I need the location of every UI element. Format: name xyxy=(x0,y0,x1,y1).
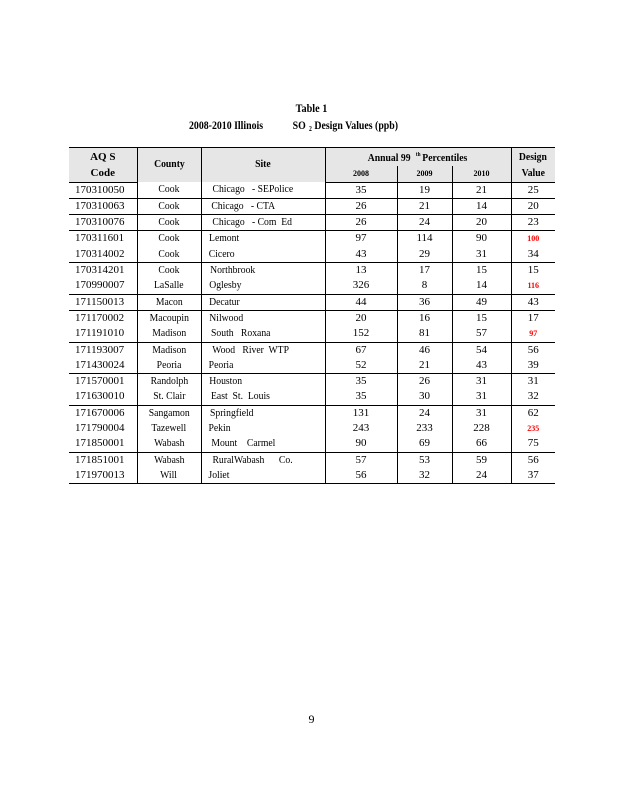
aqs-code-cell: 170314002 xyxy=(75,247,125,260)
value-2009-cell: 69 xyxy=(397,436,452,452)
site-cell: South Roxana xyxy=(201,326,325,342)
value-2008-cell: 326 xyxy=(325,278,397,294)
aqs-code-cell: 171191010 xyxy=(75,327,125,340)
design-value-cell: 97 xyxy=(511,326,555,342)
value-2009-cell: 16 xyxy=(397,310,452,326)
value-2009-cell: 26 xyxy=(397,374,452,390)
table-row xyxy=(69,405,555,421)
county-cell: Cook xyxy=(137,231,201,247)
header-code: Code xyxy=(69,166,137,182)
county-cell: Madison xyxy=(137,342,201,358)
table-row xyxy=(69,310,555,326)
county-cell: Will xyxy=(137,468,201,484)
site-cell: Northbrook xyxy=(201,263,325,279)
county-cell: St. Clair xyxy=(137,389,201,405)
design-value-cell: 32 xyxy=(511,389,555,405)
table-row xyxy=(69,452,555,468)
table-row xyxy=(69,374,555,390)
design-value-cell: 39 xyxy=(511,358,555,374)
site-cell: Joliet xyxy=(201,468,325,484)
value-2008-cell: 35 xyxy=(325,374,397,390)
table-row xyxy=(69,231,555,247)
table-row xyxy=(69,198,555,214)
aqs-code-cell: 171170002 xyxy=(69,310,137,326)
value-2010-cell: 31 xyxy=(452,389,511,405)
county-cell: Tazewell xyxy=(137,421,201,436)
aqs-code-cell: 171570001 xyxy=(69,374,137,390)
aqs-code-cell: 171630010 xyxy=(75,390,125,403)
value-2009-cell: 8 xyxy=(397,278,452,294)
subtitle-region: 2008-2010 Illinois xyxy=(189,118,264,132)
site-cell: Chicago - CTA xyxy=(201,198,325,214)
aqs-code-cell: 170310063 xyxy=(69,198,137,214)
value-2010-cell: 31 xyxy=(452,247,511,263)
aqs-code-cell: 170990007 xyxy=(75,279,125,292)
value-2010-cell: 54 xyxy=(452,342,511,358)
aqs-code-cell: 171790004 xyxy=(75,422,125,435)
site-cell: Cicero xyxy=(201,247,325,263)
aqs-code-cell: 170310050 xyxy=(75,183,125,196)
county-cell: Randolph xyxy=(137,374,201,390)
value-2009-cell: 24 xyxy=(397,405,452,421)
county-cell: Peoria xyxy=(137,358,201,374)
aqs-code-cell: 170314201 xyxy=(69,263,137,279)
design-value-cell: 37 xyxy=(511,468,555,484)
subtitle-pollutant: SO xyxy=(292,118,306,132)
site-cell: Peoria xyxy=(201,358,325,374)
value-2008-cell: 26 xyxy=(325,198,397,214)
value-2009-cell: 46 xyxy=(397,342,452,358)
design-value-cell: 43 xyxy=(511,294,555,310)
aqs-code-cell: 171850001 xyxy=(75,437,125,450)
design-value-cell: 56 xyxy=(511,452,555,468)
header-county: County xyxy=(137,148,201,183)
value-2010-cell: 15 xyxy=(452,263,511,279)
value-2010-cell: 21 xyxy=(452,182,511,198)
value-2008-cell: 35 xyxy=(325,389,397,405)
header-design-value: Design xyxy=(511,148,555,167)
county-cell: Cook xyxy=(137,182,201,198)
table-row xyxy=(69,389,555,405)
design-value-cell: 25 xyxy=(511,182,555,198)
value-2008-cell: 131 xyxy=(325,405,397,421)
table-row xyxy=(69,263,555,279)
site-cell: Oglesby xyxy=(201,278,325,294)
design-values-table xyxy=(69,147,555,484)
design-value-cell: 75 xyxy=(511,436,555,452)
site-cell: Chicago - Com Ed xyxy=(201,215,325,231)
county-cell: Cook xyxy=(137,263,201,279)
value-2009-cell: 21 xyxy=(397,198,452,214)
value-2010-cell: 43 xyxy=(452,358,511,374)
site-cell: Wood River WTP xyxy=(201,342,325,358)
table-row xyxy=(69,468,555,484)
value-2010-cell: 31 xyxy=(452,374,511,390)
table-subtitle xyxy=(189,118,398,133)
design-value-cell: 17 xyxy=(511,310,555,326)
table-row xyxy=(69,182,555,198)
design-value-cell: 31 xyxy=(511,374,555,390)
value-2010-cell: 57 xyxy=(452,326,511,342)
design-value-cell: 20 xyxy=(511,198,555,214)
header-aqs-code: AQ S xyxy=(69,148,137,167)
table-row xyxy=(69,342,555,358)
table-row xyxy=(69,247,555,263)
county-cell: LaSalle xyxy=(137,278,201,294)
value-2009-cell: 81 xyxy=(397,326,452,342)
county-cell: Macon xyxy=(137,294,201,310)
value-2010-cell: 49 xyxy=(452,294,511,310)
design-value-cell: 235 xyxy=(511,421,555,436)
design-value-cell: 100 xyxy=(511,231,555,247)
value-2008-cell: 44 xyxy=(325,294,397,310)
value-2008-cell: 13 xyxy=(325,263,397,279)
aqs-code-cell: 171851001 xyxy=(69,452,137,468)
header-year-2009: 2009 xyxy=(397,166,452,182)
header-site: Site xyxy=(201,148,325,183)
table-row xyxy=(69,326,555,342)
subtitle-subscript: 2 xyxy=(309,125,312,133)
value-2009-cell: 21 xyxy=(397,358,452,374)
county-cell: Sangamon xyxy=(137,405,201,421)
value-2009-cell: 30 xyxy=(397,389,452,405)
site-cell: Decatur xyxy=(201,294,325,310)
header-year-2010: 2010 xyxy=(452,166,511,182)
table-row xyxy=(69,278,555,294)
county-cell: Madison xyxy=(137,326,201,342)
header-value: Value xyxy=(511,166,555,182)
value-2008-cell: 20 xyxy=(325,310,397,326)
county-cell: Cook xyxy=(137,215,201,231)
value-2009-cell: 19 xyxy=(397,182,452,198)
table-row xyxy=(69,436,555,452)
table-row xyxy=(69,421,555,436)
table-row xyxy=(69,358,555,374)
site-cell: Lemont xyxy=(201,231,325,247)
value-2009-cell: 24 xyxy=(397,215,452,231)
value-2009-cell: 53 xyxy=(397,452,452,468)
value-2008-cell: 43 xyxy=(325,247,397,263)
value-2008-cell: 56 xyxy=(325,468,397,484)
site-cell: Mount Carmel xyxy=(201,436,325,452)
value-2009-cell: 36 xyxy=(397,294,452,310)
county-cell: Wabash xyxy=(137,452,201,468)
aqs-code-cell: 170311601 xyxy=(69,231,137,247)
table-body xyxy=(69,182,555,484)
county-cell: Macoupin xyxy=(137,310,201,326)
value-2010-cell: 20 xyxy=(452,215,511,231)
table-row xyxy=(69,294,555,310)
site-cell: Springfield xyxy=(201,405,325,421)
aqs-code-cell: 171193007 xyxy=(69,342,137,358)
value-2008-cell: 26 xyxy=(325,215,397,231)
value-2008-cell: 97 xyxy=(325,231,397,247)
design-value-cell: 15 xyxy=(511,263,555,279)
header-annual-percentiles: Annual 99 $^{th}$ Percentiles xyxy=(325,148,511,167)
value-2009-cell: 17 xyxy=(397,263,452,279)
value-2010-cell: 14 xyxy=(452,198,511,214)
site-cell: Houston xyxy=(201,374,325,390)
aqs-code-cell: 170310076 xyxy=(69,215,137,231)
subtitle-units: Design Values (ppb) xyxy=(314,118,399,132)
value-2009-cell: 29 xyxy=(397,247,452,263)
county-cell: Cook xyxy=(137,198,201,214)
value-2008-cell: 67 xyxy=(325,342,397,358)
site-cell: Chicago - SEPolice xyxy=(201,182,325,198)
value-2008-cell: 52 xyxy=(325,358,397,374)
design-value-cell: 23 xyxy=(511,215,555,231)
table-row xyxy=(69,215,555,231)
aqs-code-cell: 171670006 xyxy=(69,405,137,421)
county-cell: Wabash xyxy=(137,436,201,452)
site-cell: RuralWabash Co. xyxy=(201,452,325,468)
value-2008-cell: 57 xyxy=(325,452,397,468)
site-cell: Pekin xyxy=(201,421,325,436)
page-number: 9 xyxy=(308,712,315,726)
design-value-cell: 116 xyxy=(511,278,555,294)
table-title: Table 1 xyxy=(295,101,328,115)
value-2010-cell: 24 xyxy=(452,468,511,484)
value-2009-cell: 233 xyxy=(397,421,452,436)
site-cell: Nilwood xyxy=(201,310,325,326)
value-2010-cell: 15 xyxy=(452,310,511,326)
value-2009-cell: 32 xyxy=(397,468,452,484)
header-year-2008: 2008 xyxy=(325,166,397,182)
value-2010-cell: 228 xyxy=(452,421,511,436)
aqs-code-cell: 171970013 xyxy=(69,468,137,484)
value-2010-cell: 59 xyxy=(452,452,511,468)
value-2010-cell: 14 xyxy=(452,278,511,294)
value-2009-cell: 114 xyxy=(397,231,452,247)
value-2008-cell: 152 xyxy=(325,326,397,342)
site-cell: East St. Louis xyxy=(201,389,325,405)
value-2010-cell: 66 xyxy=(452,436,511,452)
design-value-cell: 62 xyxy=(511,405,555,421)
value-2008-cell: 243 xyxy=(325,421,397,436)
county-cell: Cook xyxy=(137,247,201,263)
design-value-cell: 56 xyxy=(511,342,555,358)
value-2010-cell: 31 xyxy=(452,405,511,421)
value-2010-cell: 90 xyxy=(452,231,511,247)
aqs-code-cell: 171430024 xyxy=(75,358,125,371)
value-2008-cell: 35 xyxy=(325,182,397,198)
value-2008-cell: 90 xyxy=(325,436,397,452)
design-value-cell: 34 xyxy=(511,247,555,263)
aqs-code-cell: 171150013 xyxy=(69,294,137,310)
